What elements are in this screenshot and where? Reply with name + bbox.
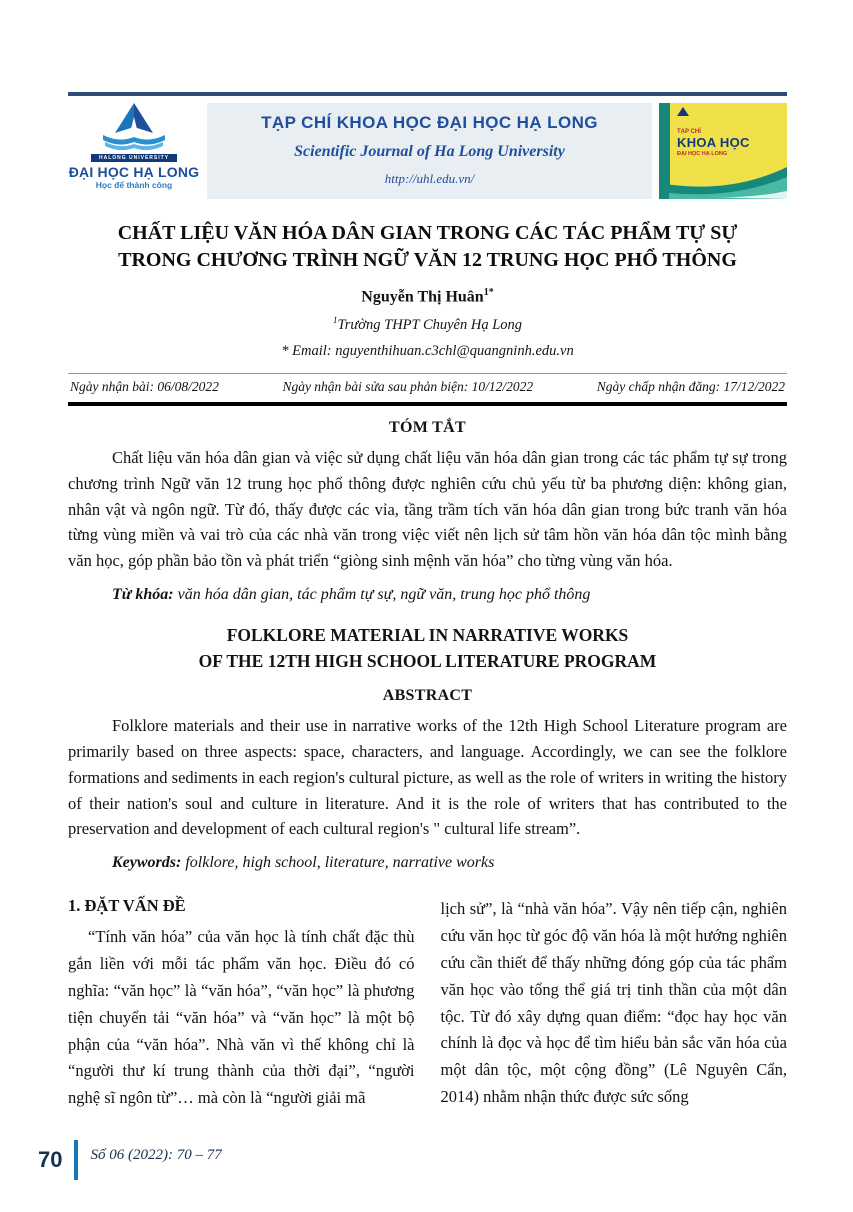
footer-divider-bar xyxy=(74,1140,78,1180)
body-column-right xyxy=(441,896,788,1112)
keywords-vi-label: Từ khóa: xyxy=(112,585,174,603)
section1-paragraph-left: “Tính văn hóa” của văn học là tính chất đặc thù gắn liền với mỗi tác phẩm văn học. Điều đó có nghĩa: “văn học” là “văn hóa”, “văn học” là phương tiện chuyển tải “văn hóa” và “văn học” là một bộ phận của “văn hóa”. Nhà văn vì thế không chỉ là “người thư kí trung thành của thời đại”, “người nghệ sĩ ngôn từ”… mà còn là “người giải mã xyxy=(68,927,415,1108)
section1-paragraph-right: lịch sử”, là “nhà văn hóa”. Vậy nên tiếp cận, nghiên cứu văn học từ góc độ văn hóa là một hướng nghiên cứu cần thiết để thấy những đóng góp của tác phẩm văn học vào tổng thể giá trị tinh thần của một dân tộc. Từ đó xây dựng quan điểm: “đọc hay học văn chính là đọc và học để tìm hiểu bản sắc văn hóa của một dân tộc, một cộng đồng” (Lê Nguyên Cẩn, 2014) nhằm nhận thức được sức sống xyxy=(440,899,787,1107)
abstract-vi-heading: TÓM TẮT xyxy=(389,419,466,437)
abstract-en-text: Folklore materials and their use in narrative works of the 12th High School Literature program are primarily based on three aspects: space, characters, and language. Accordingly, we can see the folklore formations and sediments in each region's cultural picture, as well as the role of writers in writing the history of their nation's soul and culture in literature. And it is the role of writers that has contributed to the preservation and development of each cultural region's " cultural life stream”. xyxy=(68,716,787,839)
author-name: Nguyễn Thị Huân xyxy=(361,288,484,306)
affiliation-line xyxy=(68,315,787,334)
affiliation-superscript: 1 xyxy=(332,315,338,326)
journal-name-en: Scientific Journal of Ha Long University xyxy=(294,143,565,160)
article-content xyxy=(68,220,787,1112)
logo-university-en: HALONG UNIVERSITY xyxy=(91,154,177,162)
logo-slogan: Học để thành công xyxy=(95,180,173,190)
body-column-left xyxy=(68,896,415,1112)
keywords-en-line xyxy=(68,854,787,872)
article-title-line1: CHẤT LIỆU VĂN HÓA DÂN GIAN TRONG CÁC TÁC PHẨM TỰ SỰ xyxy=(117,222,738,244)
cover-emblem-icon xyxy=(677,107,689,116)
english-title xyxy=(68,622,787,675)
cover-text xyxy=(677,129,750,157)
page-number: 70 xyxy=(38,1147,63,1172)
page-footer xyxy=(38,1140,222,1180)
date-accepted: Ngày chấp nhận đăng: 17/12/2022 xyxy=(596,379,785,395)
pen-book-logo-icon xyxy=(95,103,173,159)
journal-name-vi: TẠP CHÍ KHOA HỌC ĐẠI HỌC HẠ LONG xyxy=(261,113,598,132)
cover-line2: KHOA HỌC xyxy=(677,134,750,150)
top-rule xyxy=(68,92,787,96)
journal-url-link[interactable]: http://uhl.edu.vn/ xyxy=(384,171,475,186)
affiliation-text: Trường THPT Chuyên Hạ Long xyxy=(337,317,523,334)
english-title-line2: OF THE 12TH HIGH SCHOOL LITERATURE PROGRAM xyxy=(198,651,657,672)
journal-cover-thumbnail xyxy=(659,103,787,199)
journal-header xyxy=(68,103,787,199)
keywords-vi-line xyxy=(68,586,787,604)
author-line xyxy=(68,287,787,306)
cover-line1: TẠP CHÍ xyxy=(677,129,701,135)
dates-row xyxy=(68,373,787,406)
issue-info: Số 06 (2022): 70 – 77 xyxy=(90,1146,222,1163)
article-title xyxy=(68,220,787,274)
keywords-en-label: Keywords: xyxy=(112,854,182,871)
body-columns xyxy=(68,896,787,1112)
keywords-vi-text: văn hóa dân gian, tác phẩm tự sự, ngữ văn, trung học phổ thông xyxy=(177,585,591,603)
article-title-line2: TRONG CHƯƠNG TRÌNH NGỮ VĂN 12 TRUNG HỌC PHỔ THÔNG xyxy=(118,249,737,271)
abstract-vi-text: Chất liệu văn hóa dân gian và việc sử dụng chất liệu văn hóa dân gian trong các tác phẩm tự sự trong chương trình Ngữ văn 12 trung học phổ thông được nghiên cứu chủ yếu từ ba phương diện: không gian, nhân vật và ngôn ngữ. Từ đó, thấy được các vỉa, tầng trầm tích văn hóa dân gian trong bức tranh văn hóa từng vùng miền và vai trò của các nhà văn trong việc viết nên lịch sử tâm hồn văn hóa dân tộc mình bằng văn học, góp phần bảo tồn và phát triển “giòng sinh mệnh văn hóa” cho từng vùng văn hóa. xyxy=(68,448,787,571)
email-line: * Email: nguyenthihuan.c3chl@quangninh.edu.vn xyxy=(281,343,574,360)
date-received: Ngày nhận bài: 06/08/2022 xyxy=(70,379,219,395)
author-superscript: 1* xyxy=(483,287,494,298)
section1-heading: 1. ĐẶT VẤN ĐỀ xyxy=(68,896,186,915)
english-title-line1: FOLKLORE MATERIAL IN NARRATIVE WORKS xyxy=(226,624,629,645)
cover-swoosh-icon xyxy=(659,161,787,199)
university-logo xyxy=(68,103,200,199)
abstract-en-heading: ABSTRACT xyxy=(382,687,473,705)
keywords-en-text: folklore, high school, literature, narrative works xyxy=(185,854,495,871)
journal-masthead xyxy=(207,103,652,199)
logo-university-vi: ĐẠI HỌC HẠ LONG xyxy=(68,164,200,180)
cover-line3: ĐẠI HỌC HẠ LONG xyxy=(677,150,728,157)
date-revised: Ngày nhận bài sửa sau phản biện: 10/12/2022 xyxy=(282,379,534,395)
